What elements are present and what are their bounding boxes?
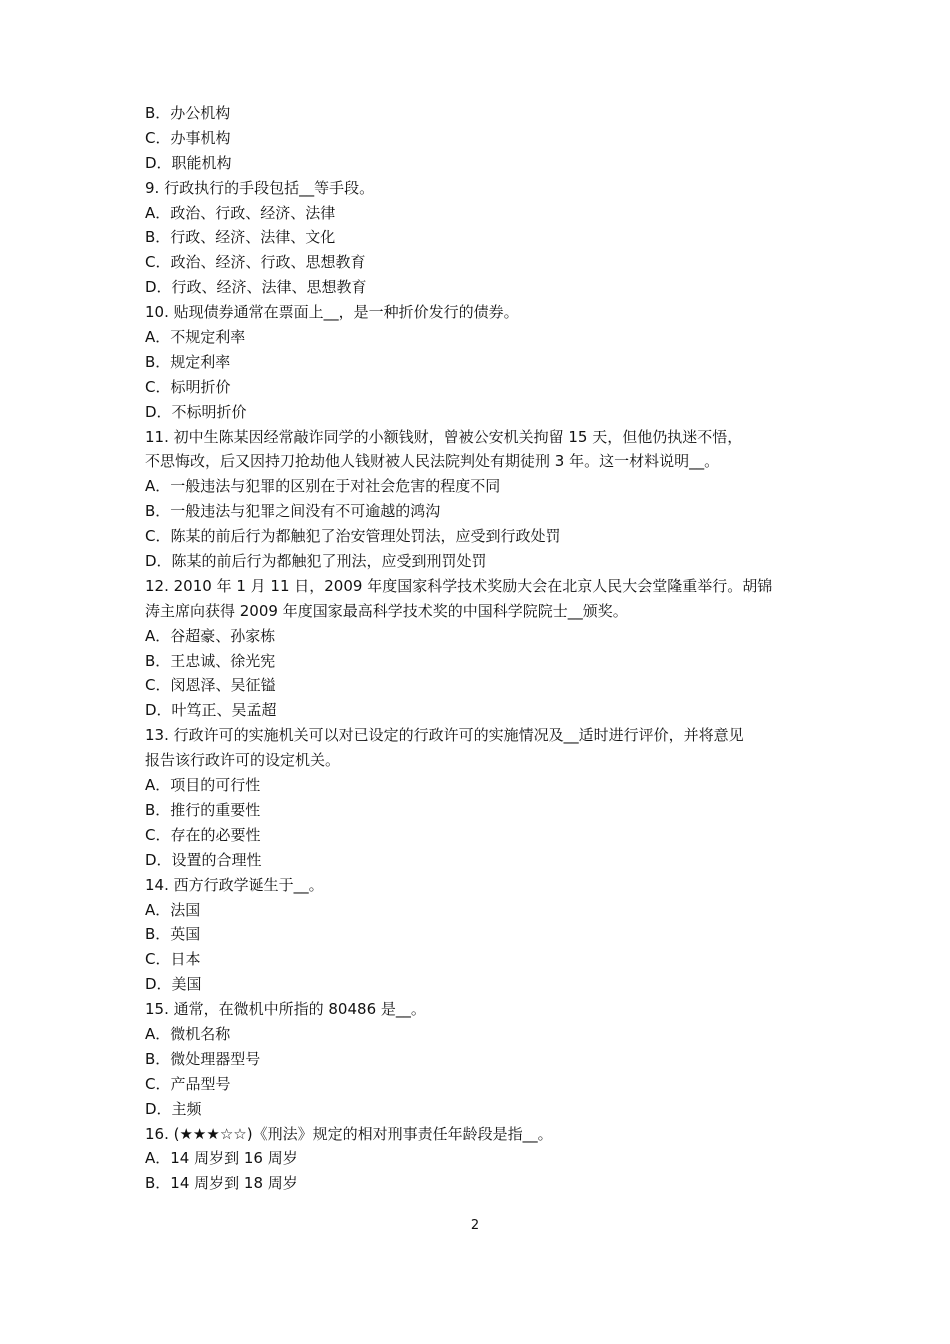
text-line: B．办公机构 [145, 104, 231, 122]
text-line: C．日本 [145, 950, 201, 969]
text-line: 12. 2010 年 1 月 11 日，2009 年度国家科学技术奖励大会在北京人民大会堂隆重举行。胡锦 [145, 576, 773, 595]
text-line: D．美国 [145, 975, 202, 994]
text-line: 13. 行政许可的实施机关可以对已设定的行政许可的实施情况及__适时进行评价，并将意见 [145, 726, 744, 745]
page-content [145, 101, 813, 1196]
text-line: D．行政、经济、法律、思想教育 [145, 278, 367, 297]
text-line: C．标明折价 [145, 377, 231, 396]
text-line: A．法国 [145, 900, 201, 919]
text-line: 涛主席向获得 2009 年度国家最高科学技术奖的中国科学院院士__颁奖。 [145, 601, 628, 620]
text-line: D．主频 [145, 1099, 202, 1118]
text-line: 15. 通常，在微机中所指的 80486 是__。 [145, 1000, 426, 1019]
text-line: A．14 周岁到 16 周岁 [145, 1149, 298, 1168]
text-line: B．14 周岁到 18 周岁 [145, 1174, 298, 1193]
page-number: 2 [470, 1218, 480, 1233]
text-line: D．设置的合理性 [145, 850, 262, 869]
text-line: 报告该行政许可的设定机关。 [145, 751, 341, 770]
text-line: B．一般违法与犯罪之间没有不可逾越的鸿沟 [145, 502, 441, 521]
text-line: 14. 西方行政学诞生于__。 [145, 875, 324, 894]
text-line: A．项目的可行性 [145, 776, 261, 795]
text-line: B．行政、经济、法律、文化 [145, 228, 336, 247]
text-line: C．办事机构 [145, 128, 231, 147]
text-line: A．一般违法与犯罪的区别在于对社会危害的程度不同 [145, 477, 501, 496]
text-line: 10. 贴现债券通常在票面上__，是一种折价发行的债券。 [145, 303, 519, 322]
text-line: 不思悔改，后又因持刀抢劫他人钱财被人民法院判处有期徒刑 3 年。这一材料说明__。 [145, 452, 720, 471]
text-line: 9. 行政执行的手段包括__等手段。 [145, 178, 375, 197]
text-line: C．陈某的前后行为都触犯了治安管理处罚法，应受到行政处罚 [145, 527, 561, 546]
text-line: 11. 初中生陈某因经常敲诈同学的小额钱财，曾被公安机关拘留 15 天，但他仍执迷不悟， [145, 427, 743, 446]
text-line: C．政治、经济、行政、思想教育 [145, 253, 366, 272]
text-line: C．闵恩泽、吴征镒 [145, 676, 276, 695]
text-line: D．陈某的前后行为都触犯了刑法，应受到刑罚处罚 [145, 552, 487, 571]
text-line: A．谷超豪、孙家栋 [145, 626, 276, 645]
text-line: C．产品型号 [145, 1074, 231, 1093]
text-line: 16. (★★★☆☆)《刑法》规定的相对刑事责任年龄段是指__。 [145, 1124, 553, 1143]
text-line: B．王忠诚、徐光宪 [145, 651, 276, 670]
text-line: B．规定利率 [145, 352, 231, 371]
text-line: A．不规定利率 [145, 328, 246, 347]
text-line: D．不标明折价 [145, 402, 247, 421]
text-line: C．存在的必要性 [145, 825, 261, 844]
text-line: B．英国 [145, 925, 201, 944]
text-line: B．微处理器型号 [145, 1049, 261, 1068]
text-line: D．职能机构 [145, 153, 232, 172]
text-line: A．微机名称 [145, 1024, 231, 1043]
text-line: A．政治、行政、经济、法律 [145, 203, 336, 222]
text-line: B．推行的重要性 [145, 800, 261, 819]
text-line: D．叶笃正、吴孟超 [145, 701, 277, 720]
